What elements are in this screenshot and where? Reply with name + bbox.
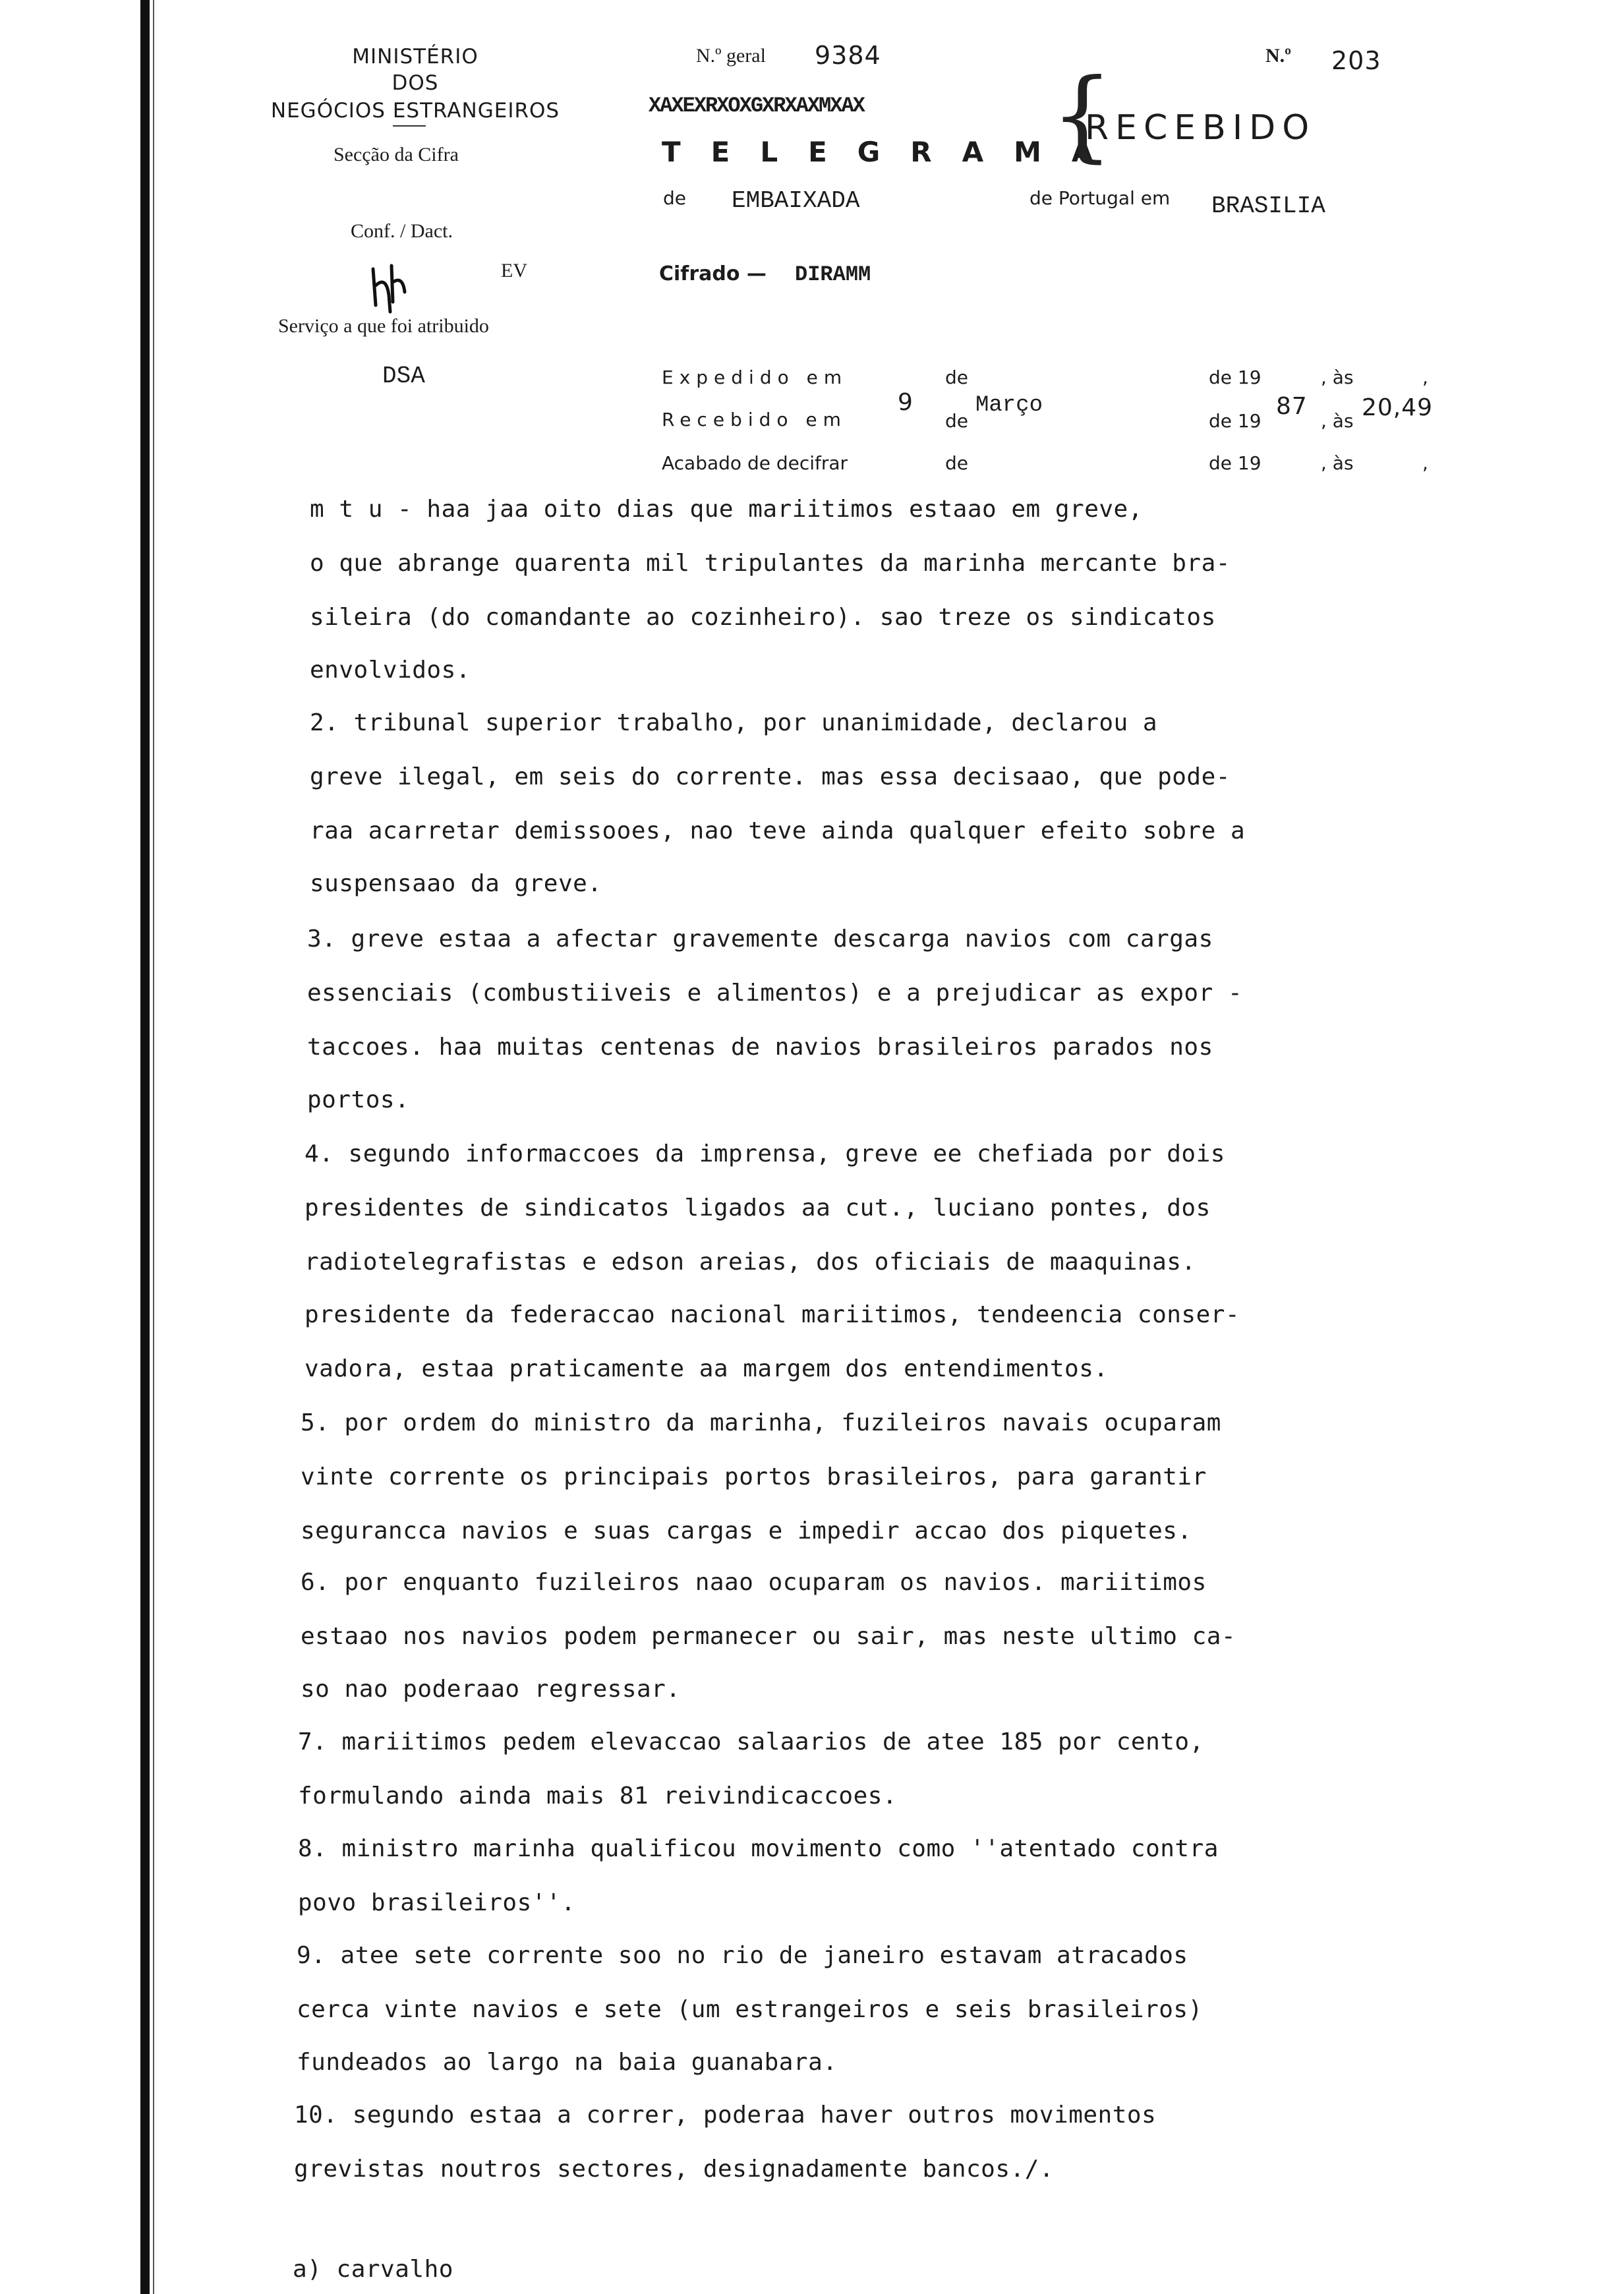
recebido-label: Recebido em xyxy=(662,409,847,430)
no-label: N.º xyxy=(1265,45,1292,67)
body-line-28: 9. atee sete corrente soo no rio de janeiro estavam atracados xyxy=(297,1942,1188,1969)
body-line-20: segurancca navios e suas cargas e impedir accao dos piquetes. xyxy=(301,1517,1192,1544)
body-line-4: envolvidos. xyxy=(310,657,471,684)
recebido-time: 20,49 xyxy=(1362,394,1434,421)
body-line-11: taccoes. haa muitas centenas de navios brasileiros parados nos xyxy=(307,1034,1213,1061)
body-line-27: povo brasileiros''. xyxy=(298,1889,576,1916)
service-value: DSA xyxy=(382,363,425,390)
no-value: 203 xyxy=(1331,46,1381,75)
body-line-26: 8. ministro marinha qualificou movimento como ''atentado contra xyxy=(298,1835,1219,1862)
body-line-7: raa acarretar demissooes, nao teve ainda qualquer efeito sobre a xyxy=(310,817,1246,844)
body-line-22: estaao nos navios podem permanecer ou sair, mas neste ultimo ca- xyxy=(301,1623,1236,1650)
acabado-de: de xyxy=(945,452,968,474)
binding-edge xyxy=(140,0,150,2294)
signature: a) carvalho xyxy=(293,2256,453,2283)
ministry-line-3: NEGÓCIOS ESTRANGEIROS xyxy=(270,99,560,123)
conf-dact-label: Conf. / Dact. xyxy=(351,220,453,242)
body-line-12: portos. xyxy=(307,1086,410,1113)
portugal-label: de Portugal em xyxy=(1030,187,1171,209)
body-line-31: 10. segundo estaa a correr, poderaa haver outros movimentos xyxy=(294,2102,1157,2129)
body-line-5: 2. tribunal superior trabalho, por unanimidade, declarou a xyxy=(310,709,1158,736)
acabado-comma: , xyxy=(1422,452,1428,474)
acabado-de19: de 19 xyxy=(1209,452,1262,474)
cifrado-value: DIRAMM xyxy=(795,262,871,287)
telegram-title: TELEGRAMA xyxy=(662,136,1124,168)
body-line-23: so nao poderaao regressar. xyxy=(301,1676,681,1703)
body-line-2: o que abrange quarenta mil tripulantes da marinha mercante bra- xyxy=(310,550,1231,577)
recebido-de: de xyxy=(945,410,968,432)
body-line-30: fundeados ao largo na baia guanabara. xyxy=(297,2049,838,2076)
body-line-21: 6. por enquanto fuzileiros naao ocuparam os navios. mariitimos xyxy=(301,1569,1207,1596)
recebido-as: , às xyxy=(1321,410,1354,432)
cifrado-label: Cifrado — xyxy=(659,262,767,285)
body-line-18: 5. por ordem do ministro da marinha, fuzileiros navais ocuparam xyxy=(301,1409,1221,1436)
body-line-9: 3. greve estaa a afectar gravemente descarga navios com cargas xyxy=(307,926,1213,953)
expedido-de19: de 19 xyxy=(1209,367,1262,388)
ministry-divider xyxy=(393,125,426,127)
body-line-8: suspensaao da greve. xyxy=(310,870,602,897)
geral-value: 9384 xyxy=(815,41,881,70)
ministry-line-2: DOS xyxy=(392,71,439,95)
de-value: EMBAIXADA xyxy=(732,187,860,214)
recebido-year: 87 xyxy=(1276,393,1308,420)
service-label: Serviço a que foi atribuido xyxy=(278,315,489,337)
struck-out-heading: XAXEXRXOXGXRXAXMXAX xyxy=(649,94,864,118)
recebido-stamp: RECEBIDO xyxy=(1085,108,1316,148)
curly-brace: { xyxy=(1051,58,1114,173)
body-line-19: vinte corrente os principais portos brasileiros, para garantir xyxy=(301,1463,1207,1490)
body-line-13: 4. segundo informaccoes da imprensa, greve ee chefiada por dois xyxy=(304,1140,1225,1167)
ministry-line-1: MINISTÉRIO xyxy=(352,45,478,69)
expedido-comma: , xyxy=(1422,367,1428,388)
acabado-label: Acabado de decifrar xyxy=(662,452,848,474)
handwritten-initials-mark xyxy=(366,256,413,315)
body-line-32: grevistas noutros sectores, designadamente bancos./. xyxy=(294,2156,1055,2183)
body-line-14: presidentes de sindicatos ligados aa cut., luciano pontes, dos xyxy=(304,1194,1211,1221)
body-line-16: presidente da federaccao nacional mariitimos, tendeencia conser- xyxy=(304,1301,1240,1328)
body-line-25: formulando ainda mais 81 reivindicaccoes. xyxy=(298,1782,898,1809)
expedido-label: Expedido em xyxy=(662,367,848,388)
recebido-de19: de 19 xyxy=(1209,410,1262,432)
acabado-as: , às xyxy=(1321,452,1354,474)
initials-code: EV xyxy=(501,260,527,281)
de-label: de xyxy=(663,187,686,209)
body-line-1: m t u - haa jaa oito dias que mariitimos estaao em greve, xyxy=(310,496,1143,523)
geral-label: N.º geral xyxy=(696,45,766,67)
section-label: Secção da Cifra xyxy=(334,144,459,165)
portugal-value: BRASILIA xyxy=(1211,192,1325,220)
body-line-3: sileira (do comandante ao cozinheiro). sao treze os sindicatos xyxy=(310,604,1216,631)
body-line-17: vadora, estaa praticamente aa margem dos entendimentos. xyxy=(304,1355,1109,1382)
body-line-6: greve ilegal, em seis do corrente. mas essa decisaao, que pode- xyxy=(310,763,1231,790)
body-line-10: essenciais (combustiiveis e alimentos) e a prejudicar as expor - xyxy=(307,980,1243,1007)
body-line-15: radiotelegrafistas e edson areias, dos oficiais de maaquinas. xyxy=(304,1249,1196,1276)
recebido-month: Março xyxy=(975,393,1043,418)
expedido-de: de xyxy=(945,367,968,388)
body-line-29: cerca vinte navios e sete (um estrangeiros e seis brasileiros) xyxy=(297,1996,1203,2023)
binding-edge-shadow xyxy=(153,0,154,2294)
expedido-as: , às xyxy=(1321,367,1354,388)
recebido-day: 9 xyxy=(898,389,914,416)
body-line-24: 7. mariitimos pedem elevaccao salaarios de atee 185 por cento, xyxy=(298,1728,1204,1755)
